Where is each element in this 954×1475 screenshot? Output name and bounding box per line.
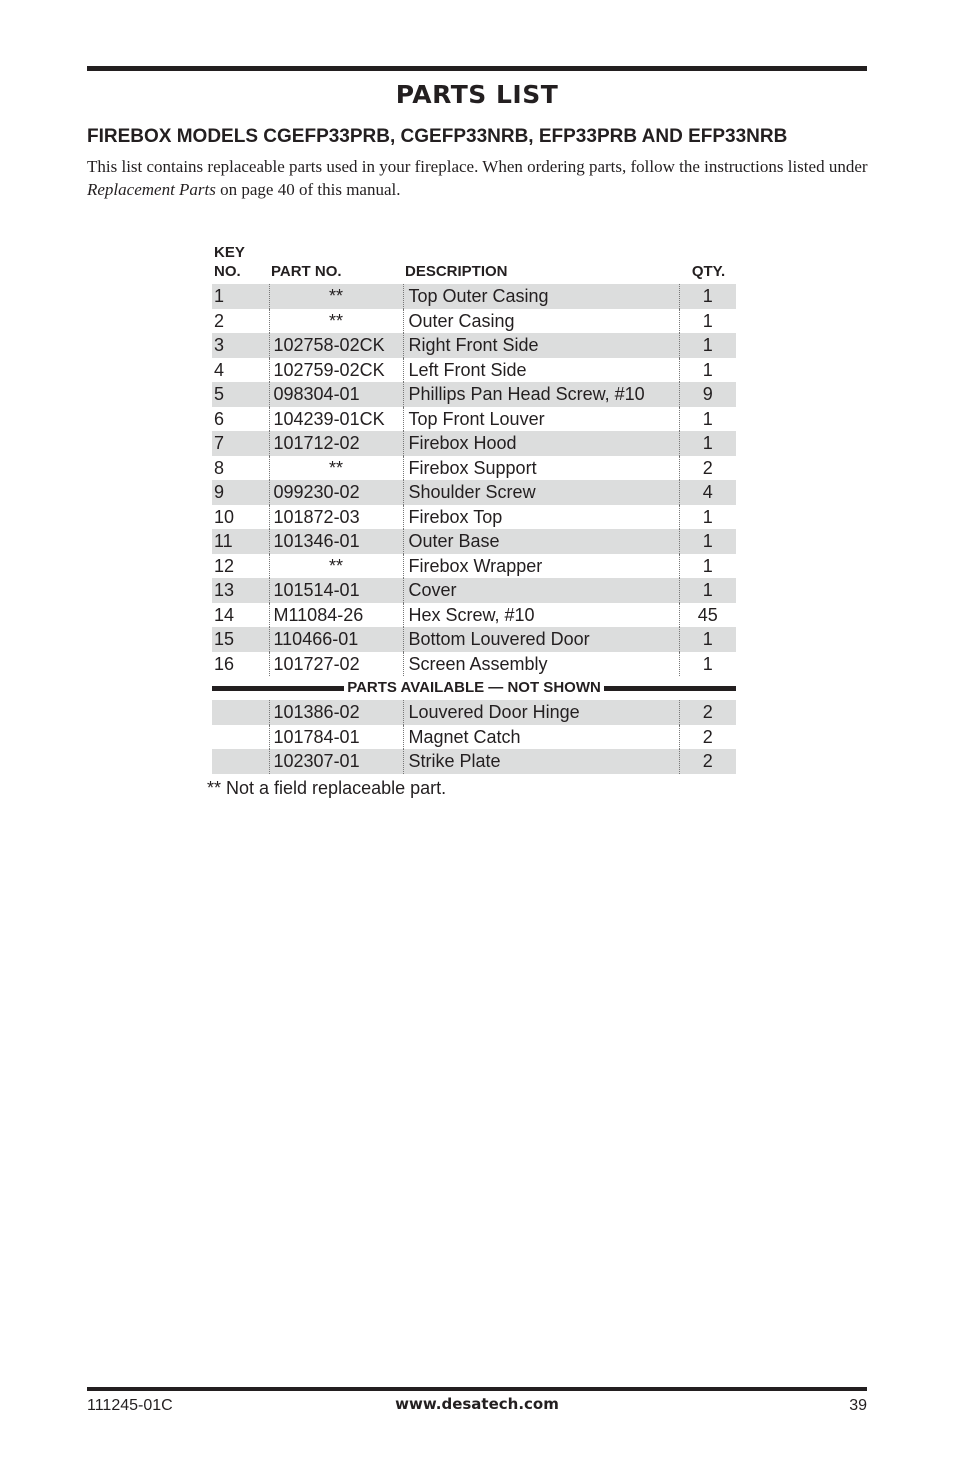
table-header-row: [212, 243, 736, 284]
top-rule: [87, 66, 867, 71]
description-cell: Firebox Wrapper: [403, 554, 679, 579]
description-cell: Top Front Louver: [403, 407, 679, 432]
page-title: PARTS LIST: [395, 80, 559, 109]
description-cell: Outer Base: [403, 529, 679, 554]
table-row: [212, 725, 736, 750]
table-row: [212, 407, 736, 432]
header-qty: QTY.: [691, 263, 726, 280]
description-cell: Firebox Hood: [403, 431, 679, 456]
qty-cell: 4: [679, 480, 736, 505]
qty-cell: 2: [702, 726, 713, 747]
key-cell: [212, 725, 269, 750]
divider-label: PARTS AVAILABLE — NOT SHOWN: [347, 679, 601, 696]
part-number-cell: 098304-01: [269, 382, 403, 407]
description-cell: Louvered Door Hinge: [403, 700, 679, 725]
qty-cell: 1: [679, 284, 736, 309]
key-cell: 14: [212, 603, 269, 628]
part-number-cell: **: [269, 554, 403, 579]
extra-parts-body: [212, 700, 736, 774]
description-cell: Left Front Side: [403, 358, 679, 383]
part-number-cell: 104239-01CK: [269, 407, 403, 432]
description-cell: Screen Assembly: [403, 652, 679, 677]
description-cell: Bottom Louvered Door: [403, 627, 679, 652]
description-cell: Firebox Support: [403, 456, 679, 481]
key-cell: 4: [212, 358, 269, 383]
part-number-cell: **: [269, 284, 403, 309]
key-cell: 10: [212, 505, 269, 530]
key-cell: 8: [212, 456, 269, 481]
description-cell: Outer Casing: [403, 309, 679, 334]
table-row: [212, 284, 736, 309]
description-cell: Magnet Catch: [403, 725, 679, 750]
key-cell: [212, 749, 269, 774]
table-row: [212, 529, 736, 554]
qty-cell: 1: [702, 555, 713, 576]
part-number-cell: 101872-03: [269, 505, 403, 530]
qty-cell: 9: [679, 382, 736, 407]
table-row: [212, 652, 736, 677]
part-number-cell: 102758-02CK: [269, 333, 403, 358]
key-cell: 13: [212, 578, 269, 603]
table-row: [212, 431, 736, 456]
part-number-cell: 099230-02: [269, 480, 403, 505]
header-part-no: PART NO.: [271, 263, 342, 280]
description-cell: Top Outer Casing: [403, 284, 679, 309]
intro-text-end: on page 40 of this manual.: [215, 180, 401, 199]
key-cell: 11: [212, 529, 269, 554]
header-key-no: KEY NO.: [214, 244, 245, 280]
parts-table: [212, 243, 736, 774]
part-number-cell: **: [269, 456, 403, 481]
qty-cell: 1: [679, 529, 736, 554]
part-number-cell: 102759-02CK: [269, 358, 403, 383]
qty-cell: 1: [679, 431, 736, 456]
doc-number: 111245-01C: [87, 1397, 173, 1414]
key-cell: 6: [212, 407, 269, 432]
part-number-cell: 101712-02: [269, 431, 403, 456]
table-row: [212, 382, 736, 407]
table-row: [212, 309, 736, 334]
key-cell: 15: [212, 627, 269, 652]
page-number: 39: [849, 1397, 867, 1414]
website-url: www.desatech.com: [395, 1395, 559, 1413]
intro-text: This list contains replaceable parts used in your fireplace. When ordering parts, follow the instructions listed under: [87, 157, 868, 176]
table-row: [212, 333, 736, 358]
part-number-cell: 101346-01: [269, 529, 403, 554]
key-cell: 9: [212, 480, 269, 505]
table-row: [212, 700, 736, 725]
key-cell: 1: [212, 284, 269, 309]
part-number-cell: **: [269, 309, 403, 334]
section-heading: FIREBOX MODELS CGEFP33PRB, CGEFP33NRB, EFP33PRB AND EFP33NRB: [87, 126, 788, 147]
description-cell: Cover: [403, 578, 679, 603]
part-number-cell: 110466-01: [269, 627, 403, 652]
table-row: [212, 627, 736, 652]
table-row: [212, 456, 736, 481]
table-row: [212, 603, 736, 628]
key-cell: 12: [212, 554, 269, 579]
description-cell: Strike Plate: [403, 749, 679, 774]
key-cell: 5: [212, 382, 269, 407]
qty-cell: 1: [702, 310, 713, 331]
key-cell: 16: [212, 652, 269, 677]
divider-section: [212, 676, 736, 700]
parts-not-shown-divider: [212, 676, 736, 700]
key-cell: 7: [212, 431, 269, 456]
header-description: DESCRIPTION: [405, 263, 508, 280]
part-number-cell: 101784-01: [269, 725, 403, 750]
divider-row: [212, 676, 736, 700]
description-cell: Phillips Pan Head Screw, #10: [403, 382, 679, 407]
key-cell: 2: [212, 309, 269, 334]
qty-cell: 2: [702, 457, 713, 478]
qty-cell: 2: [679, 749, 736, 774]
key-cell: 3: [212, 333, 269, 358]
parts-body: [212, 284, 736, 676]
qty-cell: 1: [702, 359, 713, 380]
table-row: [212, 358, 736, 383]
description-cell: Hex Screw, #10: [403, 603, 679, 628]
bottom-rule: [87, 1387, 867, 1391]
table-row: [212, 554, 736, 579]
qty-cell: 1: [702, 506, 713, 527]
part-number-cell: 101727-02: [269, 652, 403, 677]
part-number-cell: 101386-02: [269, 700, 403, 725]
qty-cell: 1: [702, 653, 713, 674]
description-cell: Right Front Side: [403, 333, 679, 358]
table-row: [212, 578, 736, 603]
qty-cell: 2: [679, 700, 736, 725]
intro-reference: Replacement Parts: [87, 180, 216, 199]
table-row: [212, 480, 736, 505]
description-cell: Shoulder Screw: [403, 480, 679, 505]
table-row: [212, 505, 736, 530]
key-cell: [212, 700, 269, 725]
description-cell: Firebox Top: [403, 505, 679, 530]
qty-cell: 1: [679, 333, 736, 358]
part-number-cell: M11084-26: [269, 603, 403, 628]
part-number-cell: 101514-01: [269, 578, 403, 603]
qty-cell: 1: [679, 627, 736, 652]
table-row: [212, 749, 736, 774]
footnote: ** Not a field replaceable part.: [207, 778, 447, 798]
qty-cell: 1: [702, 408, 713, 429]
qty-cell: 1: [679, 578, 736, 603]
qty-cell: 45: [697, 604, 718, 625]
intro-paragraph: [87, 155, 877, 201]
part-number-cell: 102307-01: [269, 749, 403, 774]
